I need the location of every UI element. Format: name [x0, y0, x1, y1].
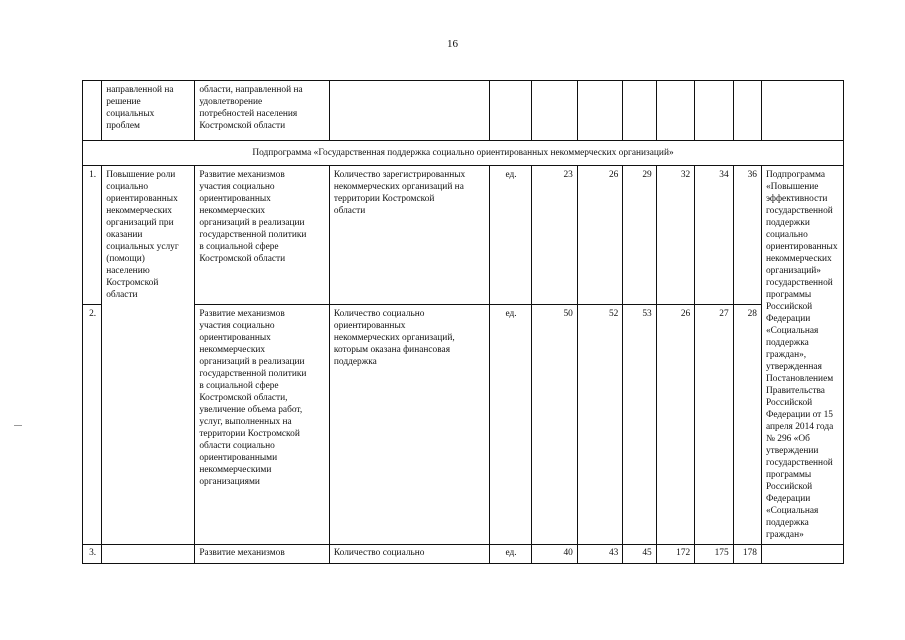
cell-unit: [489, 81, 532, 141]
cell-source: Подпрограмма «Повышение эффективности государственной поддержки социально ориентированных некоммерческих организаций» государственной программы Российской Федерации «Социальная поддержка граждан», утвержденная Постановлением Правительства Российской Федерации от 15 апреля 2014 года № 296 «Об утверждении государственной программы Российской Федерации «Социальная поддержка граждан»: [761, 166, 843, 545]
cell-value: 172: [656, 545, 694, 564]
cell-value: 26: [577, 166, 623, 305]
indicators-table: [82, 80, 844, 564]
cell-unit: ед.: [489, 304, 532, 544]
cell-num: 2.: [83, 304, 102, 544]
cell-value: 53: [623, 304, 656, 544]
cell-value: [532, 81, 578, 141]
cell-value: 23: [532, 166, 578, 305]
cell-value: [623, 81, 656, 141]
margin-mark: [14, 425, 22, 426]
cell-value: 36: [733, 166, 761, 305]
cell-value: [656, 81, 694, 141]
cell-value: [577, 81, 623, 141]
table-row: [83, 166, 844, 305]
cell-num: [83, 81, 102, 141]
cell-goal: Повышение роли социально ориентированных некоммерческих организаций при оказании социальных услуг (помощи) населению Костромской области: [102, 166, 195, 545]
cell-value: [733, 81, 761, 141]
cell-source: [761, 545, 843, 564]
cell-task: Развитие механизмов участия социально ориентированных некоммерческих организаций в реализации государственной политики в социальной сфере Костромской области, увеличение объема работ, услуг, выполненных на территории Костромской области социально ориентированными некоммерческими организациями: [195, 304, 330, 544]
cell-goal: направленной на решение социальных проблем: [102, 81, 195, 141]
cell-unit: ед.: [489, 166, 532, 305]
cell-value: 52: [577, 304, 623, 544]
cell-value: 32: [656, 166, 694, 305]
cell-num: 1.: [83, 166, 102, 305]
cell-indicator: Количество социально ориентированных некоммерческих организаций, которым оказана финансовая поддержка: [329, 304, 489, 544]
cell-indicator: [329, 81, 489, 141]
cell-value: 45: [623, 545, 656, 564]
cell-value: 34: [695, 166, 733, 305]
cell-value: 175: [695, 545, 733, 564]
cell-source: [761, 81, 843, 141]
cell-value: 26: [656, 304, 694, 544]
table-row: [83, 545, 844, 564]
cell-value: 40: [532, 545, 578, 564]
cell-task: области, направленной на удовлетворение потребностей населения Костромской области: [195, 81, 330, 141]
cell-value: 178: [733, 545, 761, 564]
cell-value: 29: [623, 166, 656, 305]
subprogram-heading-row: [83, 141, 844, 166]
subprogram-heading: Подпрограмма «Государственная поддержка социально ориентированных некоммерческих организаций»: [83, 141, 844, 166]
table-row: [83, 304, 844, 544]
cell-indicator: Количество зарегистрированных некоммерческих организаций на территории Костромской области: [329, 166, 489, 305]
cell-num: 3.: [83, 545, 102, 564]
table-row-continuation: [83, 81, 844, 141]
cell-value: [695, 81, 733, 141]
cell-goal: [102, 545, 195, 564]
page-number: 16: [447, 38, 458, 50]
cell-value: 28: [733, 304, 761, 544]
cell-value: 50: [532, 304, 578, 544]
cell-task: Развитие механизмов: [195, 545, 330, 564]
cell-task: Развитие механизмов участия социально ориентированных некоммерческих организаций в реализации государственной политики в социальной сфере Костромской области: [195, 166, 330, 305]
cell-unit: ед.: [489, 545, 532, 564]
cell-indicator: Количество социально: [329, 545, 489, 564]
cell-value: 43: [577, 545, 623, 564]
cell-value: 27: [695, 304, 733, 544]
